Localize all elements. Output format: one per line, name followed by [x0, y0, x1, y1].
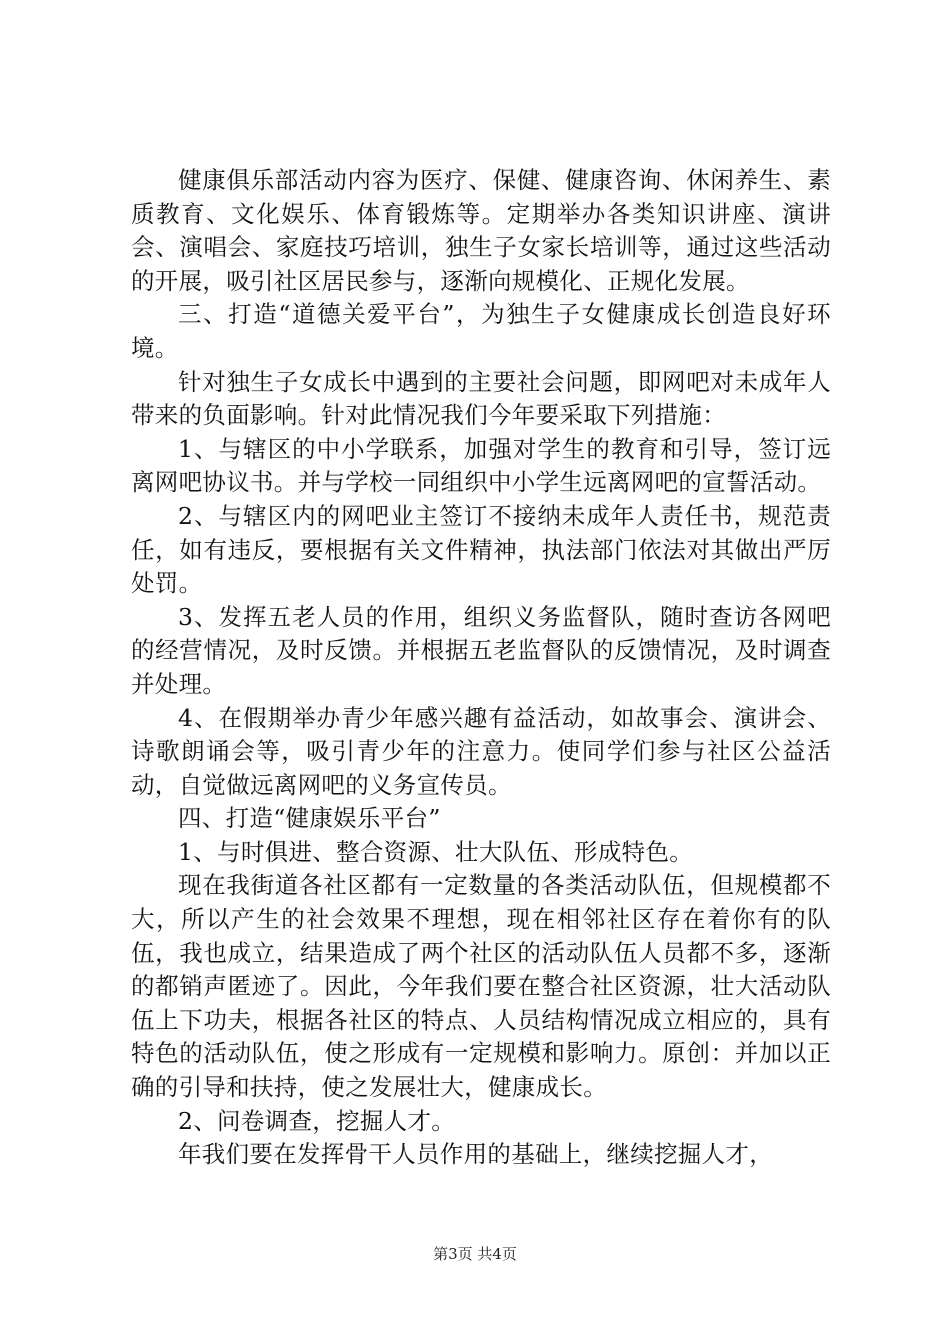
paragraph-activity-teams: 现在我街道各社区都有一定数量的各类活动队伍，但规模都不大，所以产生的社会效果不理想，现在相邻社区存在着你有的队伍，我也成立，结果造成了两个社区的活动队伍人员都不多，逐渐的都销声匿迹了。因此，今年我们要在整合社区资源，壮大活动队伍上下功夫，根据各社区的特点、人员结构情况成立相应的，具有特色的活动队伍，使之形成有一定规模和影响力。原创：并加以正确的引导和扶持，使之发展壮大，健康成长。: [131, 871, 831, 1102]
list-item-measure-4: 4、在假期举办青少年感兴趣有益活动，如故事会、演讲会、诗歌朗诵会等，吸引青少年的注意力。使同学们参与社区公益活动，自觉做远离网吧的义务宣传员。: [131, 703, 831, 799]
list-item-measure-2: 2、与辖区内的网吧业主签订不接纳未成年人责任书，规范责任，如有违反，要根据有关文件精神，执法部门依法对其做出严厉处罚。: [131, 501, 831, 598]
heading-health-entertainment-platform: 四、打造“健康娱乐平台”: [178, 804, 441, 833]
heading-moral-care-platform: 三、打造“道德关爱平台”，为独生子女健康成长创造良好环境。: [131, 300, 831, 362]
paragraph-talent-discovery: 年我们要在发挥骨干人员作用的基础上，继续挖掘人才，: [178, 1140, 773, 1169]
paragraph-internet-cafe-problem: 针对独生子女成长中遇到的主要社会问题，即网吧对未成年人带来的负面影响。针对此情况我们今年要采取下列措施：: [131, 367, 831, 430]
document-body: [131, 164, 831, 1172]
list-item-measure-3: 3、发挥五老人员的作用，组织义务监督队，随时查访各网吧的经营情况，及时反馈。并根据五老监督队的反馈情况，及时调查并处理。: [131, 602, 831, 698]
page-number-footer: 第3页 共4页: [433, 1245, 517, 1263]
subheading-questionnaire-survey: 2、问卷调查，挖掘人才。: [178, 1106, 456, 1135]
paragraph-health-club-activities: 健康俱乐部活动内容为医疗、保健、健康咨询、休闲养生、素质教育、文化娱乐、体育锻炼等。定期举办各类知识讲座、演讲会、演唱会、家庭技巧培训，独生子女家长培训等，通过这些活动的开展，吸引社区居民参与，逐渐向规模化、正规化发展。: [131, 166, 831, 295]
list-item-measure-1: 1、与辖区的中小学联系，加强对学生的教育和引导，签订远离网吧协议书。并与学校一同组织中小学生远离网吧的宣誓活动。: [131, 434, 831, 497]
subheading-integrate-resources: 1、与时俱进、整合资源、壮大队伍、形成特色。: [178, 837, 694, 866]
